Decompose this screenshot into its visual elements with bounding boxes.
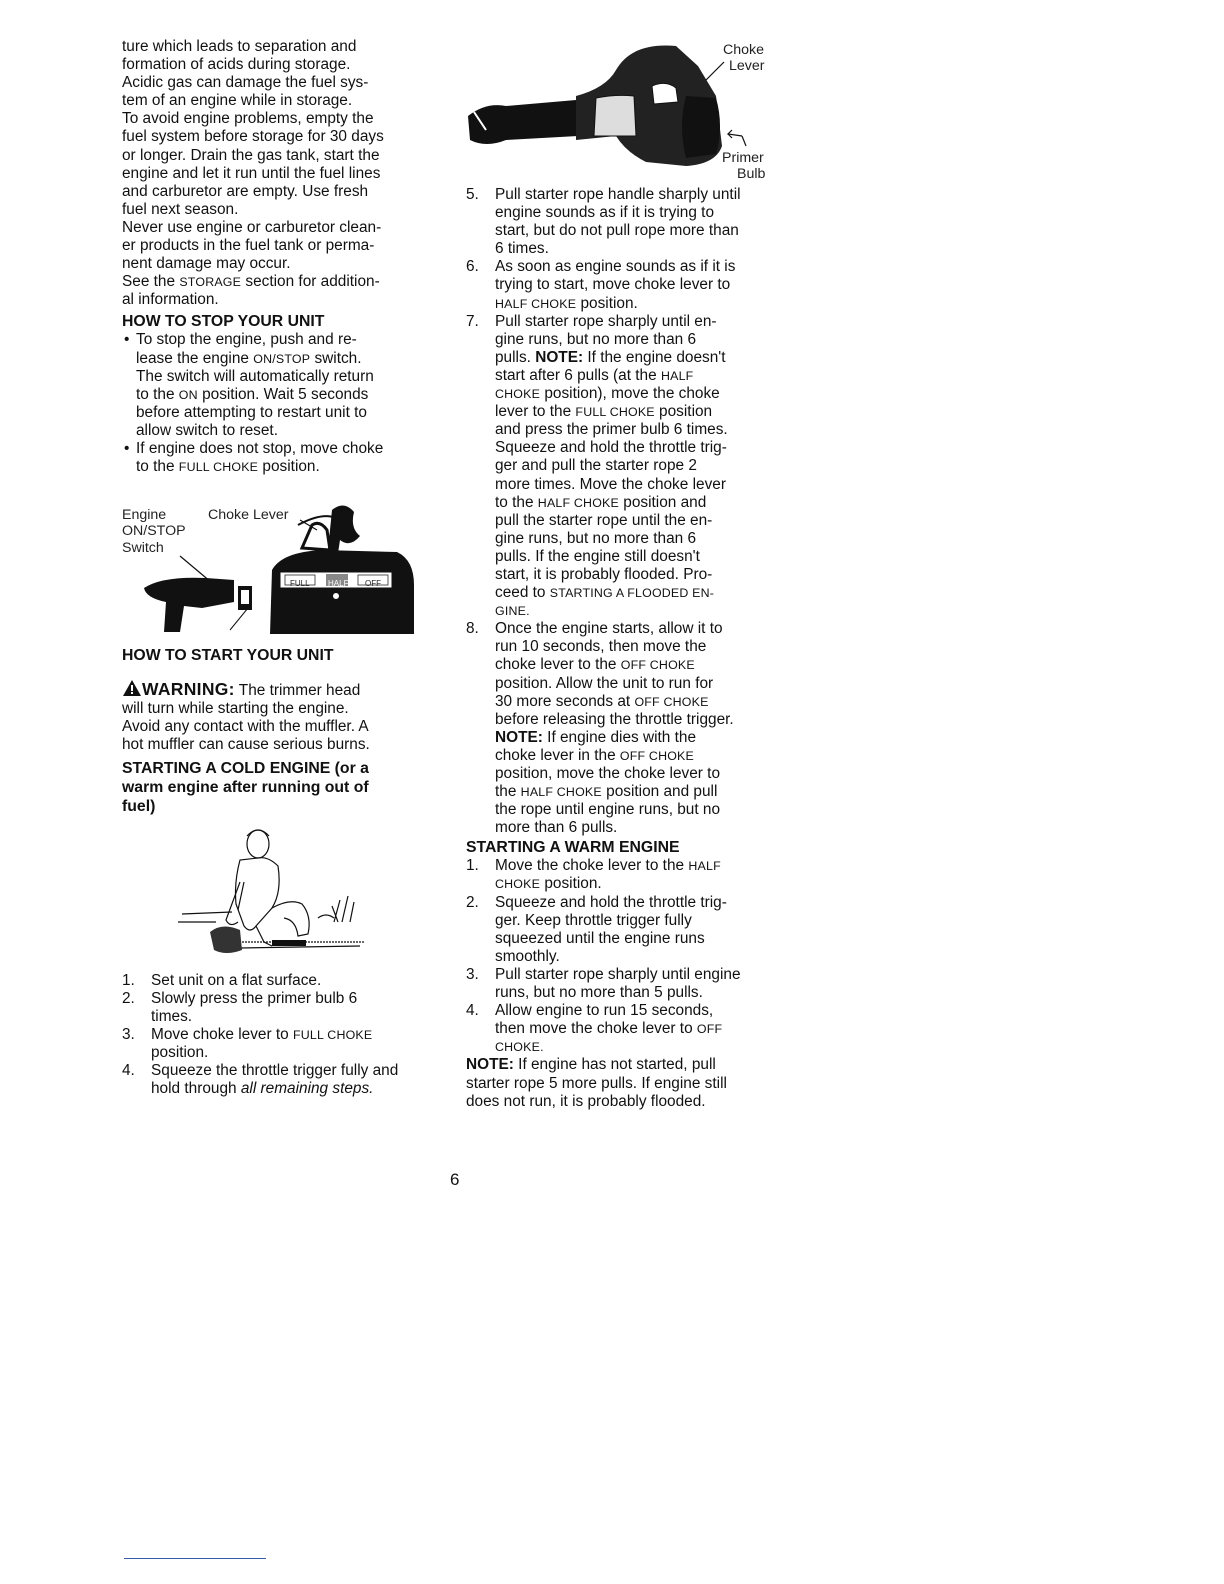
cold-start-steps [122, 972, 437, 1099]
step-number: 3. [466, 965, 479, 983]
text-run: all remaining steps. [240, 1080, 374, 1098]
operator-illustration [122, 822, 422, 972]
text-run: to the [136, 458, 179, 476]
text-run: OFF CHOKE [620, 658, 695, 673]
text-line: nent damage may occur. [122, 255, 291, 273]
step-number: 4. [466, 1002, 479, 1020]
start-unit-heading: HOW TO START YOUR UNIT [122, 647, 334, 665]
heading-line: STARTING A COLD ENGINE (or a [122, 759, 369, 777]
text-line: times. [151, 1007, 193, 1025]
text-line: more than 6 pulls. [495, 819, 618, 837]
warning-icon [122, 679, 142, 697]
cold-step-2 [122, 990, 437, 1026]
avoid-problems-paragraph [122, 110, 437, 219]
text-line: • If engine does not stop, move choke [136, 439, 384, 457]
note-label: NOTE: [466, 1056, 514, 1074]
step-number: 6. [466, 258, 479, 276]
cold-step-8 [466, 620, 786, 837]
text-line: start, it is probably flooded. Pro- [495, 565, 713, 583]
text-run: section for addition- [241, 273, 380, 291]
text-line: er products in the fuel tank or perma- [122, 237, 375, 255]
full-position-label: FULL [290, 579, 310, 589]
text-run: CHOKE [495, 877, 541, 892]
text-line: Slowly press the primer bulb 6 [151, 989, 358, 1007]
text-run: to the [495, 493, 538, 511]
text-run: start after 6 pulls (at the [495, 366, 661, 384]
text-run: position and pull [601, 783, 718, 801]
text-line: Never use engine or carburetor clean- [122, 218, 382, 236]
text-line: does not run, it is probably flooded. [466, 1092, 706, 1110]
storage-reference: STORAGE [179, 275, 242, 290]
step-number: 2. [122, 989, 135, 1007]
switch-label: Switch [122, 540, 164, 557]
text-line: position. Allow the unit to run for [495, 674, 714, 692]
text-line: Pull starter rope sharply until en- [495, 312, 717, 330]
text-line: and press the primer bulb 6 times. [495, 421, 728, 439]
text-run: the [495, 783, 521, 801]
text-line: Pull starter rope sharply until engine [495, 965, 741, 983]
text-run: switch. [310, 349, 362, 367]
text-line: or longer. Drain the gas tank, start the [122, 146, 380, 164]
engine-switch-figure [122, 490, 422, 640]
heading-line: warm engine after running out of [122, 778, 369, 796]
warm-engine-heading: STARTING A WARM ENGINE [466, 839, 680, 857]
text-run: position), move the choke [540, 385, 720, 403]
text-run: FULL CHOKE [178, 460, 259, 475]
text-line: ger. Keep throttle trigger fully [495, 911, 692, 929]
text-line: hot muffler can cause serious burns. [122, 736, 370, 754]
text-run: hold through [151, 1080, 241, 1098]
page-number: 6 [450, 1170, 460, 1189]
text-run: The trimmer head [234, 682, 361, 700]
text-line: engine sounds as if it is trying to [495, 204, 715, 222]
step-number: 2. [466, 893, 479, 911]
text-run: lease the engine [136, 349, 254, 367]
text-line: pull the starter rope until the en- [495, 511, 713, 529]
text-line: trying to start, move choke lever to [495, 276, 731, 294]
text-line: more times. Move the choke lever [495, 475, 726, 493]
note-label: NOTE: [535, 348, 584, 366]
text-line: starter rope 5 more pulls. If engine still [466, 1074, 727, 1092]
text-run: then move the choke lever to [495, 1020, 697, 1038]
heading-line: fuel) [122, 797, 156, 815]
text-line: engine and let it run until the fuel lines [122, 164, 381, 182]
text-line: As soon as engine sounds as if it is [495, 258, 736, 276]
text-run: position. [540, 875, 602, 893]
off-position-label: OFF [365, 579, 381, 589]
operator-kneeling-figure [122, 822, 422, 972]
text-line: before releasing the throttle trigger. [495, 710, 734, 728]
text-line: position, move the choke lever to [495, 765, 720, 782]
text-line: allow switch to reset. [136, 421, 278, 439]
text-run: HALF CHOKE [537, 495, 619, 510]
text-run: choke lever to the [495, 656, 621, 674]
text-line: al information. [122, 291, 219, 309]
stop-bullet-1 [122, 331, 437, 440]
text-line: smoothly. [495, 947, 560, 965]
step-number: 8. [466, 620, 479, 638]
text-run: position. Wait 5 seconds [197, 385, 369, 403]
text-run: HALF CHOKE [520, 785, 602, 800]
text-run: If the engine doesn't [583, 348, 726, 366]
text-line: and carburetor are empty. Use fresh [122, 182, 369, 200]
text-line: the rope until engine runs, but no [495, 801, 721, 819]
step-number: 1. [122, 971, 135, 989]
text-line: position. [151, 1043, 209, 1061]
warm-step-3 [466, 966, 786, 1002]
text-run: ON/STOP [253, 351, 311, 366]
text-run: choke lever in the [495, 746, 620, 764]
storage-intro-paragraph [122, 38, 437, 110]
text-run: ceed to [495, 584, 550, 602]
right-column [466, 36, 786, 1111]
see-storage-paragraph [122, 273, 437, 309]
text-line: will turn while starting the engine. [122, 700, 349, 718]
text-line: squeezed until the engine runs [495, 929, 705, 947]
text-line: runs, but no more than 5 pulls. [495, 984, 703, 1002]
warm-step-1 [466, 857, 786, 893]
text-line: fuel next season. [122, 200, 239, 218]
bulb-label: Bulb [737, 166, 766, 182]
text-run: 30 more seconds at [495, 692, 635, 710]
text-line: Allow engine to run 15 seconds, [495, 1002, 714, 1020]
text-run: See the [122, 273, 180, 291]
cold-step-5 [466, 186, 786, 258]
text-run: If engine dies with the [542, 728, 697, 746]
text-line: Squeeze and hold the throttle trig- [495, 439, 727, 457]
text-run: Move choke lever to [151, 1025, 294, 1043]
text-line: Set unit on a flat surface. [151, 971, 322, 989]
stop-unit-heading: HOW TO STOP YOUR UNIT [122, 313, 325, 331]
onstop-label: ON/STOP [122, 523, 186, 540]
text-line: ture which leads to separation and [122, 38, 357, 55]
text-run: to the [136, 385, 179, 403]
text-line: Pull starter rope handle sharply until [495, 186, 741, 203]
cold-step-1 [122, 972, 437, 990]
text-run: lever to the [495, 403, 576, 421]
text-line: ger and pull the starter rope 2 [495, 457, 697, 475]
text-line: Avoid any contact with the muffler. A [122, 718, 369, 736]
text-run: position. [576, 294, 638, 312]
text-line: Acidic gas can damage the fuel sys- [122, 74, 369, 92]
note-label: NOTE: [495, 728, 543, 746]
choke-primer-figure [466, 36, 776, 186]
warm-start-steps [466, 857, 786, 1056]
text-line: start, but do not pull rope more than [495, 222, 739, 240]
warning-block [122, 679, 437, 754]
stop-bullet-2 [122, 440, 437, 476]
text-line: 6 times. [495, 240, 549, 258]
text-line: To avoid engine problems, empty the [122, 110, 374, 128]
warning-label: WARNING: [142, 679, 235, 700]
cold-step-6 [466, 258, 786, 312]
text-run: OFF CHOKE [634, 694, 709, 709]
text-line: • To stop the engine, push and re- [136, 331, 357, 349]
warm-step-4 [466, 1002, 786, 1056]
text-line: run 10 seconds, then move the [495, 638, 707, 656]
choke-label: Choke [723, 42, 765, 58]
cold-start-steps-continued [466, 186, 786, 837]
text-run: position. [258, 458, 320, 476]
text-line: pulls. If the engine still doesn't [495, 547, 700, 565]
lever-label: Lever [729, 58, 765, 74]
text-run: HALF [688, 859, 721, 874]
text-run: HALF [660, 368, 694, 383]
cold-step-4 [122, 1062, 437, 1098]
text-line: before attempting to restart unit to [136, 403, 367, 421]
step-number: 4. [122, 1062, 135, 1079]
footnote-rule [124, 1558, 266, 1559]
text-run: OFF [696, 1022, 723, 1037]
text-line: Squeeze and hold the throttle trig- [495, 893, 727, 911]
text-run: CHOKE [495, 387, 541, 402]
step-number: 3. [122, 1025, 135, 1043]
text-line: tem of an engine while in storage. [122, 92, 353, 110]
cold-step-7 [466, 313, 786, 621]
text-line: gine runs, but no more than 6 [495, 330, 697, 348]
cold-step-3 [122, 1026, 437, 1062]
final-note [466, 1056, 786, 1110]
text-run: GINE. [495, 604, 530, 619]
text-run: If engine has not started, pull [513, 1056, 716, 1074]
primer-label: Primer [722, 150, 764, 166]
step-number: 5. [466, 186, 479, 203]
text-run: CHOKE. [495, 1040, 544, 1055]
text-run: position and [618, 493, 707, 511]
half-position-label: HALF [328, 579, 349, 589]
text-run: ON [178, 387, 198, 402]
text-run: FULL CHOKE [293, 1027, 373, 1042]
step-number: 1. [466, 857, 479, 875]
text-line: Squeeze the throttle trigger fully and [151, 1062, 399, 1079]
text-line: Once the engine starts, allow it to [495, 620, 723, 638]
text-run: position [654, 403, 713, 421]
text-run: FULL CHOKE [575, 405, 655, 420]
text-run: Move the choke lever to the [495, 857, 689, 875]
warm-step-2 [466, 894, 786, 966]
text-run: pulls. [495, 348, 536, 366]
choke-lever-label: Choke Lever [208, 507, 289, 524]
text-run: OFF CHOKE [619, 748, 694, 763]
text-line: The switch will automatically return [136, 367, 374, 385]
flooded-engine-reference: STARTING A FLOODED EN- [549, 586, 715, 601]
cold-engine-heading [122, 759, 437, 816]
step-number: 7. [466, 312, 479, 330]
left-column [122, 38, 437, 1098]
text-line: fuel system before storage for 30 days [122, 128, 384, 146]
never-use-paragraph [122, 219, 437, 273]
text-line: formation of acids during storage. [122, 56, 351, 74]
engine-label: Engine [122, 507, 167, 524]
text-run: HALF CHOKE [495, 296, 577, 311]
text-line: gine runs, but no more than 6 [495, 529, 697, 547]
